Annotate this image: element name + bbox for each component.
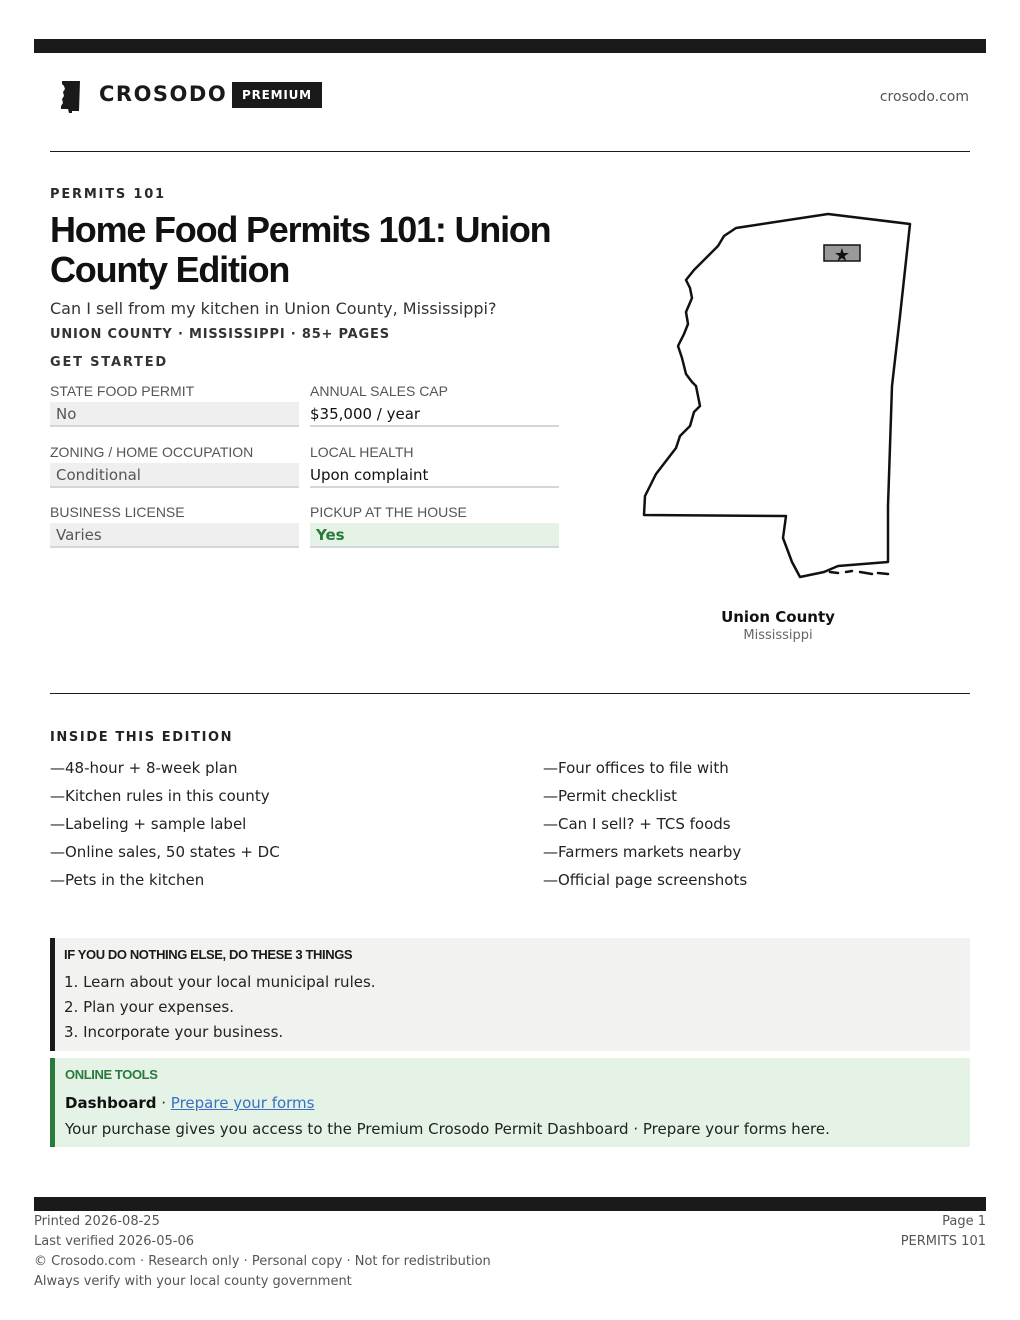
online-tools-description: Your purchase gives you access to the Premium Crosodo Permit Dashboard · Prepare your forms here.: [65, 1120, 830, 1138]
fact-value: Conditional: [50, 463, 299, 488]
callout-item: 3. Incorporate your business.: [64, 1023, 284, 1041]
premium-badge: PREMIUM: [232, 82, 322, 108]
toc-item: —Official page screenshots: [543, 871, 748, 889]
toc-item: —Can I sell? + TCS foods: [543, 815, 731, 833]
toc-item: —Online sales, 50 states + DC: [50, 843, 280, 861]
verified-date: Last verified 2026-05-06: [34, 1234, 194, 1249]
page-subtitle: Can I sell from my kitchen in Union County, Mississippi?: [50, 299, 497, 318]
fact-business-license: [50, 503, 299, 548]
fact-annual-sales-cap: [310, 382, 559, 427]
fact-value: Upon complaint: [310, 463, 559, 488]
site-url-link[interactable]: crosodo.com: [879, 89, 969, 105]
fact-label: BUSINESS LICENSE: [50, 504, 185, 520]
bottom-rule-bar: [34, 1197, 986, 1211]
top-rule-bar: [34, 39, 986, 53]
toc-item: —Permit checklist: [543, 787, 678, 805]
section-divider: [50, 693, 970, 694]
toc-item: —Four offices to file with: [543, 759, 729, 777]
fact-label: ANNUAL SALES CAP: [310, 383, 448, 399]
mississippi-logo-icon: [60, 80, 82, 114]
copyright-notice: © Crosodo.com · Research only · Personal copy · Not for redistribution: [34, 1254, 491, 1269]
callout-item: 1. Learn about your local municipal rules.: [64, 973, 376, 991]
fact-value: Yes: [310, 523, 559, 548]
fact-label: PICKUP AT THE HOUSE: [310, 504, 467, 520]
fact-value: No: [50, 402, 299, 427]
callout-title: IF YOU DO NOTHING ELSE, DO THESE 3 THINGS: [64, 947, 353, 962]
map-county-name: Union County: [721, 608, 835, 626]
online-tools-callout: [50, 1058, 970, 1147]
fact-value: Varies: [50, 523, 299, 548]
verify-note: Always verify with your local county government: [34, 1274, 352, 1289]
state-outline-path: [644, 214, 910, 577]
fact-label: LOCAL HEALTH: [310, 444, 414, 460]
dashboard-label: Dashboard: [65, 1094, 157, 1112]
fact-label: ZONING / HOME OCCUPATION: [50, 444, 254, 460]
map-caption: [678, 608, 878, 643]
section-kicker: PERMITS 101: [50, 187, 166, 202]
prepare-forms-link[interactable]: Prepare your forms: [170, 1094, 315, 1112]
page-number: Page 1: [942, 1214, 986, 1229]
printed-date: Printed 2026-08-25: [34, 1214, 160, 1229]
map-state-name: Mississippi: [743, 628, 813, 643]
fact-pickup-at-house: [310, 503, 559, 548]
fact-zoning: [50, 443, 299, 488]
fact-local-health: [310, 443, 559, 488]
edition-meta: UNION COUNTY · MISSISSIPPI · 85+ PAGES: [50, 327, 390, 342]
callout-item: 2. Plan your expenses.: [64, 998, 234, 1016]
footer-right: [901, 1213, 986, 1253]
toc-right-column: [543, 758, 747, 898]
brand-name[interactable]: CROSODO: [99, 82, 228, 106]
three-things-callout: [50, 938, 970, 1051]
dashboard-line: [65, 1092, 970, 1118]
toc-item: —Pets in the kitchen: [50, 871, 205, 889]
state-outline-map: [638, 206, 918, 586]
toc-item: —Kitchen rules in this county: [50, 787, 270, 805]
toc-item: —48-hour + 8-week plan: [50, 759, 238, 777]
gulf-coast-islands: [830, 571, 888, 574]
county-star-icon: ★: [833, 245, 851, 266]
inside-edition-heading: INSIDE THIS EDITION: [50, 730, 234, 745]
fact-state-food-permit: [50, 382, 299, 427]
fact-value: $35,000 / year: [310, 402, 559, 427]
dashboard-separator: ·: [156, 1094, 171, 1112]
page-title: Home Food Permits 101: Union County Edition: [50, 209, 551, 290]
toc-item: —Labeling + sample label: [50, 815, 247, 833]
footer-left: [34, 1213, 491, 1293]
page-header: [50, 78, 970, 118]
header-divider: [50, 151, 970, 152]
fact-label: STATE FOOD PERMIT: [50, 383, 195, 399]
toc-item: —Farmers markets nearby: [543, 843, 742, 861]
toc-left-column: [50, 758, 280, 898]
online-tools-title: ONLINE TOOLS: [65, 1067, 158, 1082]
footer-section: PERMITS 101: [900, 1234, 986, 1249]
get-started-heading: GET STARTED: [50, 355, 168, 370]
